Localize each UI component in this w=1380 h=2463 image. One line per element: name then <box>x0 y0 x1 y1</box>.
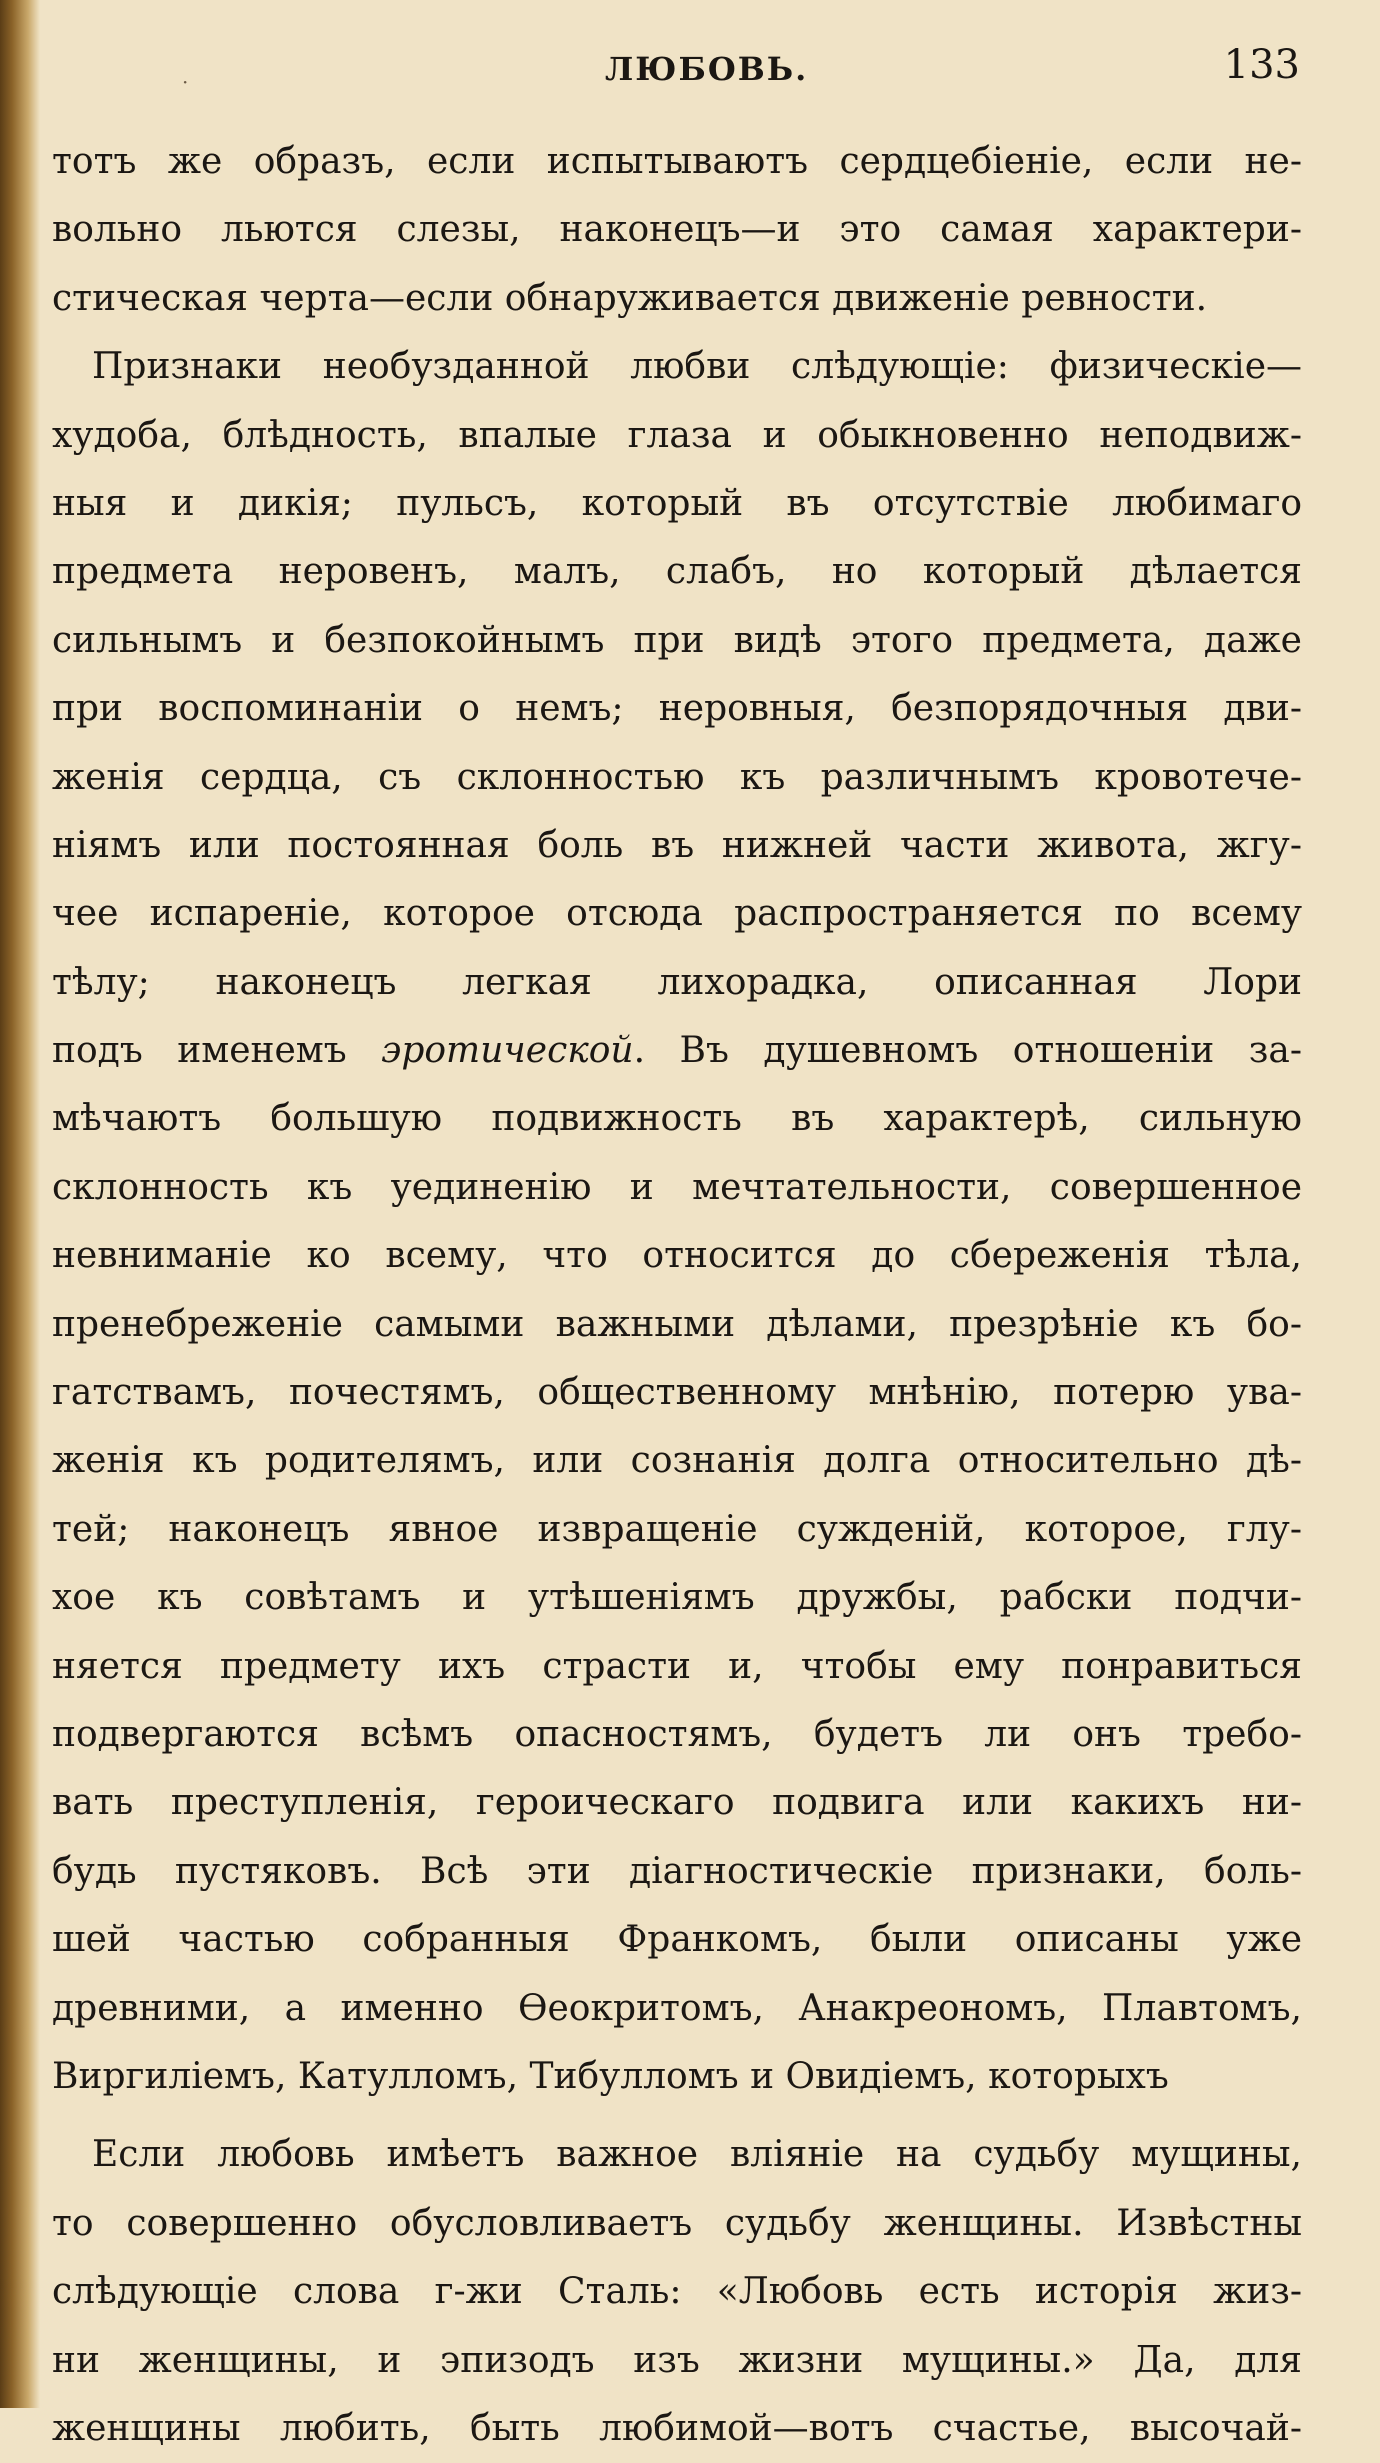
text-line: няется предмету ихъ страсти и, чтобы ему понравиться <box>52 1645 1302 1687</box>
text-line: тотъ же образъ, если испытываютъ сердцебіеніе, если не- <box>52 141 1302 182</box>
text-line: женія сердца, съ склонностью къ различнымъ кровотече- <box>52 756 1302 798</box>
text-line: Признаки необузданной любви слѣдующіе: физическіе— <box>92 346 1302 388</box>
text-line: гатствамъ, почестямъ, общественному мнѣнію, потерю ува- <box>52 1372 1302 1414</box>
text-line: предмета неровенъ, малъ, слабъ, но который дѣлается <box>52 551 1302 593</box>
text-line: пренебреженіе самыми важными дѣлами, презрѣніе къ бо- <box>52 1303 1302 1345</box>
text-line: сильнымъ и безпокойнымъ при видѣ этого предмета, даже <box>52 619 1302 661</box>
text-line: подвергаются всѣмъ опасностямъ, будетъ ли онъ требо- <box>52 1713 1302 1755</box>
text-line: будь пустяковъ. Всѣ эти діагностическіе признаки, боль- <box>52 1850 1302 1892</box>
text-line: стическая черта—если обнаруживается движеніе ревности. <box>52 277 1208 319</box>
text-line: ни женщины, и эпизодъ изъ жизни мущины.» Да, для <box>52 2339 1302 2381</box>
body-text <box>52 128 1302 2463</box>
text-line: Виргиліемъ, Катулломъ, Тибулломъ и Овидіемъ, которыхъ <box>52 2055 1169 2097</box>
text-line: тей; наконецъ явное извращеніе сужденій, которое, глу- <box>52 1508 1302 1550</box>
page-edge-shadow <box>0 0 40 2408</box>
text-line: тѣлу; наконецъ легкая лихорадка, описанная Лори <box>52 961 1302 1003</box>
text-line: при воспоминаніи о немъ; неровныя, безпорядочныя дви- <box>52 688 1302 730</box>
text-line: подъ именемъ эротической. Въ душевномъ отношеніи за- <box>52 1030 1302 1072</box>
paragraph <box>52 2121 1302 2463</box>
text-line: ныя и дикія; пульсъ, который въ отсутствіе любимаго <box>52 482 1302 524</box>
page-header <box>0 40 1380 100</box>
text-line: мѣчаютъ большую подвижность въ характерѣ, сильную <box>52 1098 1302 1140</box>
text-line: слѣдующіе слова г-жи Сталь: «Любовь есть исторія жиз- <box>52 2271 1302 2313</box>
italic-word: эротической <box>381 1030 634 1072</box>
text-line: невниманіе ко всему, что относится до сбереженія тѣла, <box>52 1235 1302 1277</box>
text-line: склонность къ уединенію и мечтательности, совершенное <box>52 1166 1302 1208</box>
text-line: Если любовь имѣетъ важное вліяніе на судьбу мущины, <box>92 2134 1302 2176</box>
text-line: женщины любить, быть любимой—вотъ счастье, высочай- <box>52 2407 1302 2449</box>
text-line: вольно льются слезы, наконецъ—и это самая характери- <box>52 209 1302 251</box>
running-title: ЛЮБОВЬ. <box>605 50 809 88</box>
text-line: вать преступленія, героическаго подвига или какихъ ни- <box>52 1782 1302 1824</box>
ink-speck: · <box>182 70 189 94</box>
paragraph <box>52 333 1302 2111</box>
text-line: худоба, блѣдность, впалые глаза и обыкновенно неподвиж- <box>52 414 1302 456</box>
text-line: чее испареніе, которое отсюда распространяется по всему <box>52 893 1302 935</box>
paragraph <box>52 128 1302 333</box>
page-number: 133 <box>1223 42 1300 88</box>
text-line: древними, а именно Ѳеокритомъ, Анакреономъ, Плавтомъ, <box>52 1987 1302 2029</box>
text-line: хое къ совѣтамъ и утѣшеніямъ дружбы, рабски подчи- <box>52 1577 1302 1619</box>
text-line: шей частью собранныя Франкомъ, были описаны уже <box>52 1919 1302 1961</box>
text-line: то совершенно обусловливаетъ судьбу женщины. Извѣстны <box>52 2202 1302 2244</box>
text-line: ніямъ или постоянная боль въ нижней части живота, жгу- <box>52 824 1302 866</box>
text-line: женія къ родителямъ, или сознанія долга относительно дѣ- <box>52 1440 1302 1482</box>
